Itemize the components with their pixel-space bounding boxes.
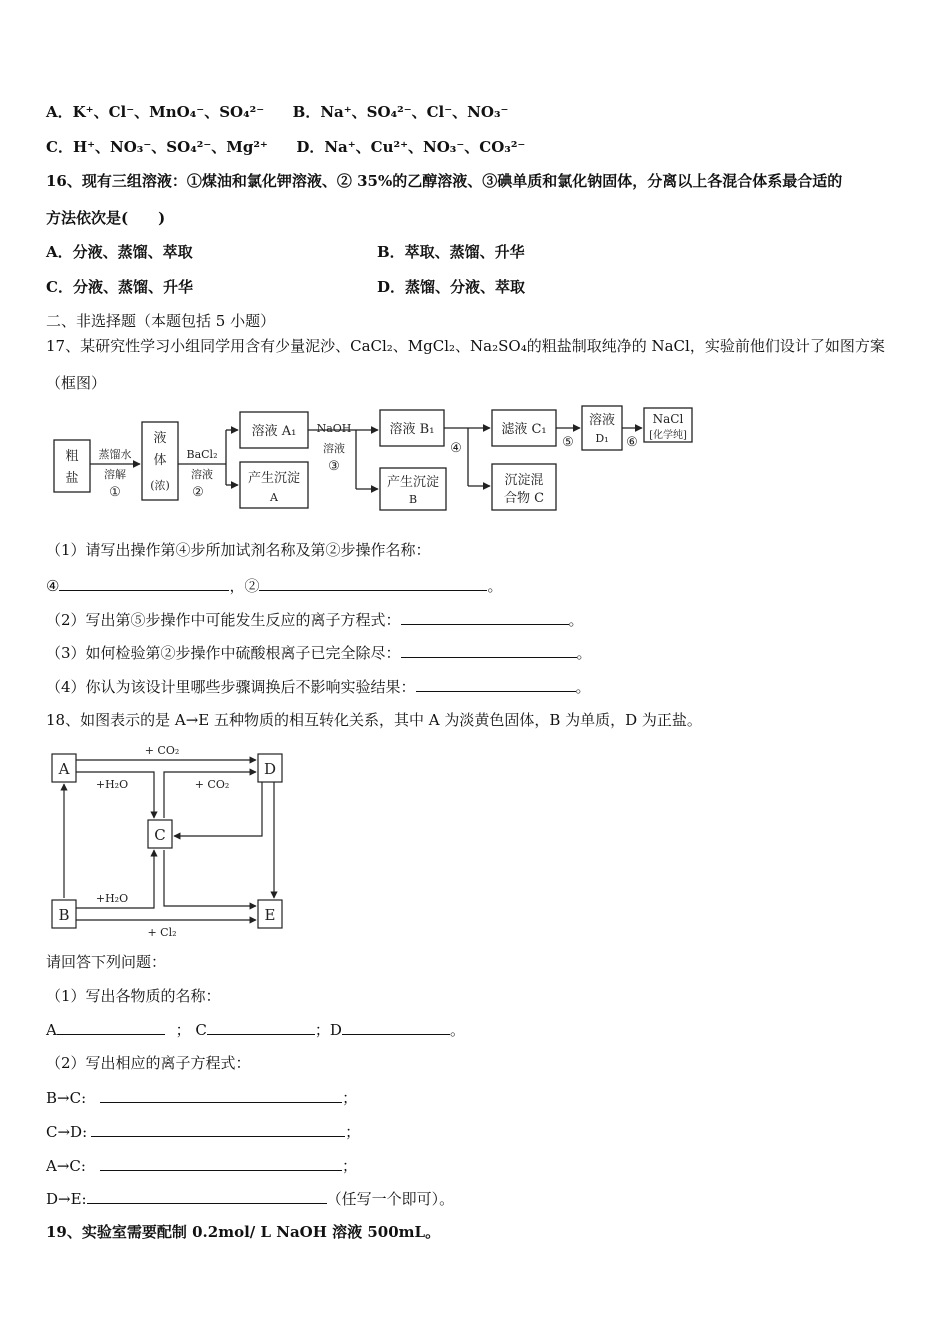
q18-label-a: A	[46, 1021, 57, 1039]
q18-cd-end: ；	[345, 1123, 361, 1141]
q17-part3-end: 。	[576, 644, 592, 662]
q17-answer-blank-4[interactable]	[59, 575, 229, 591]
q18-ac-end: ；	[341, 1157, 357, 1175]
q18-sep-2: ；D	[314, 1021, 342, 1039]
flow-solution-a: 溶液 A₁	[251, 424, 297, 439]
q18-de-label: D→E:	[46, 1190, 87, 1208]
q17-part3-row	[46, 642, 592, 663]
q17-part2: （2）写出第⑤步操作中可能发生反应的离子方程式：	[46, 611, 401, 629]
q18-cd-row	[46, 1121, 360, 1142]
q17-part2-end: 。	[568, 611, 584, 629]
q18-cd-blank[interactable]	[91, 1121, 345, 1137]
q18-ac-row	[46, 1155, 357, 1176]
flow-solution-d-1: 溶液	[588, 413, 616, 428]
q17-stem-line2: （框图）	[46, 374, 107, 392]
q17-flowchart	[46, 402, 706, 520]
q18-de-blank[interactable]	[87, 1188, 327, 1204]
flow-liquid-1: 液	[153, 431, 167, 446]
node-e-label: E	[264, 906, 276, 924]
q16-stem-line1: 16、现有三组溶液：①煤油和氯化钾溶液、② 35%的乙醇溶液、③碘单质和氯化钠固体，分离以上各混合体系最合适的	[46, 172, 843, 190]
flow-solution-b: 溶液 B₁	[389, 422, 435, 437]
flow-nacl-1: NaCl	[652, 412, 684, 426]
flow-step4-number: ④	[450, 441, 462, 456]
q19-stem: 19、实验室需要配制 0.2mol/ L NaOH 溶液 500mL。	[46, 1223, 441, 1241]
q17-part3: （3）如何检验第②步操作中硫酸根离子已完全除尽：	[46, 644, 401, 662]
q18-cd-label: C→D:	[46, 1123, 88, 1141]
q16-option-a: A．分液、蒸馏、萃取	[46, 243, 193, 261]
flow-crude-2: 盐	[65, 471, 79, 486]
flow-step5-number: ⑤	[562, 435, 574, 450]
q17-part4-blank[interactable]	[416, 676, 576, 692]
q18-sep-1: ；	[175, 1021, 191, 1039]
section-heading: 二、非选择题（本题包括 5 小题）	[46, 312, 276, 330]
flow-step3-reagent: NaOH	[316, 422, 352, 435]
flow-step2-action: 溶液	[191, 468, 213, 481]
q18-de-row	[46, 1188, 454, 1209]
q18-bc-label: B→C:	[46, 1089, 87, 1107]
flow-precipitate-a-2: A	[270, 491, 278, 504]
flow-solution-d-2: D₁	[595, 432, 609, 445]
edge-a-d-co2: + CO₂	[144, 744, 180, 757]
q18-blank-c[interactable]	[207, 1019, 315, 1035]
flow-filtrate-c: 滤液 C₁	[501, 422, 547, 437]
flow-step2-reagent: BaCl₂	[186, 448, 218, 461]
q18-bc-row	[46, 1087, 357, 1108]
q18-label-c: C	[195, 1021, 207, 1039]
q15-option-c: C．H⁺、NO₃⁻、SO₄²⁻、Mg²⁺	[46, 138, 268, 156]
node-c-label: C	[154, 826, 166, 844]
q15-option-a: A．K⁺、Cl⁻、MnO₄⁻、SO₄²⁻	[46, 103, 265, 121]
edge-c-d-co2: + CO₂	[194, 778, 230, 791]
q17-part4: （4）你认为该设计里哪些步骤调换后不影响实验结果：	[46, 678, 416, 696]
flow-step1-action: 溶解	[104, 468, 126, 481]
flow-precipitate-b-1: 产生沉淀	[386, 475, 440, 490]
flow-liquid-3: (浓)	[150, 479, 170, 492]
q17-part1-label-4: ④	[46, 577, 60, 595]
q17-part3-blank[interactable]	[401, 642, 577, 658]
flow-precipitate-b-2: B	[408, 493, 418, 506]
q17-part1-end: 。	[487, 577, 503, 595]
node-b-label: B	[58, 906, 70, 924]
q15-option-b: B．Na⁺、SO₄²⁻、Cl⁻、NO₃⁻	[292, 103, 509, 121]
flow-step2-number: ②	[192, 485, 204, 500]
edge-b-c-h2o: +H₂O	[95, 892, 129, 905]
q18-diagram	[46, 738, 296, 938]
edge-a-c-h2o: +H₂O	[95, 778, 129, 791]
q18-bc-end: ；	[342, 1089, 358, 1107]
q18-de-end: （任写一个即可）。	[326, 1190, 455, 1208]
q15-option-d: D．Na⁺、Cu²⁺、NO₃⁻、CO₃²⁻	[296, 138, 526, 156]
flow-step1-number: ①	[109, 485, 121, 500]
q15-row-1	[46, 102, 508, 122]
q16-stem-line2: 方法依次是( )	[46, 209, 166, 227]
node-d-label: D	[263, 760, 277, 778]
flow-nacl-2: [化学纯]	[649, 430, 687, 441]
q17-part2-row	[46, 609, 584, 630]
flow-precipitate-a-1: 产生沉淀	[247, 471, 301, 486]
q18-bc-blank[interactable]	[100, 1087, 342, 1103]
flow-mixture-c-1: 沉淀混	[504, 473, 544, 488]
q18-part1-answer-row	[46, 1019, 465, 1040]
q18-stem: 18、如图表示的是 A→E 五种物质的相互转化关系，其中 A 为淡黄色固体，B 为单质，D 为正盐。	[46, 711, 702, 729]
node-a-label: A	[58, 760, 70, 778]
q16-option-d: D．蒸馏、分液、萃取	[377, 278, 526, 296]
q18-part1: （1）写出各物质的名称：	[46, 987, 221, 1005]
q17-part1-sep: ，②	[229, 577, 260, 595]
q16-row-1	[46, 242, 193, 262]
flow-step6-number: ⑥	[626, 435, 638, 450]
flow-step3-action: 溶液	[323, 442, 345, 455]
q17-part4-end: 。	[575, 678, 591, 696]
flow-crude-1: 粗	[65, 449, 79, 464]
q17-part1-answer-row	[46, 575, 502, 596]
edge-b-e-cl2: + Cl₂	[147, 926, 177, 938]
q17-answer-blank-2[interactable]	[259, 575, 487, 591]
q16-option-c: C．分液、蒸馏、升华	[46, 278, 193, 296]
q18-ac-label: A→C:	[46, 1157, 86, 1175]
q18-ac-blank[interactable]	[100, 1155, 342, 1171]
flow-mixture-c-2: 合物 C	[503, 491, 545, 506]
q18-blank-a[interactable]	[57, 1019, 165, 1035]
q17-part1: （1）请写出操作第④步所加试剂名称及第②步操作名称：	[46, 541, 431, 559]
q18-blank-d[interactable]	[342, 1019, 450, 1035]
q18-ask: 请回答下列问题：	[46, 953, 167, 971]
q17-part4-row	[46, 676, 591, 697]
q16-option-b: B．萃取、蒸馏、升华	[377, 243, 525, 261]
flow-liquid-2: 体	[153, 453, 167, 468]
flow-step3-number: ③	[328, 459, 340, 474]
q18-part2: （2）写出相应的离子方程式：	[46, 1054, 251, 1072]
q17-stem-line1: 17、某研究性学习小组同学用含有少量泥沙、CaCl₂、MgCl₂、Na₂SO₄的粗盐制取纯净的 NaCl，实验前他们设计了如图方案	[46, 337, 885, 355]
flow-step1-reagent: 蒸馏水	[98, 448, 132, 461]
q15-row-2	[46, 137, 525, 157]
q18-part1-end: 。	[449, 1021, 465, 1039]
q17-part2-blank[interactable]	[401, 609, 569, 625]
